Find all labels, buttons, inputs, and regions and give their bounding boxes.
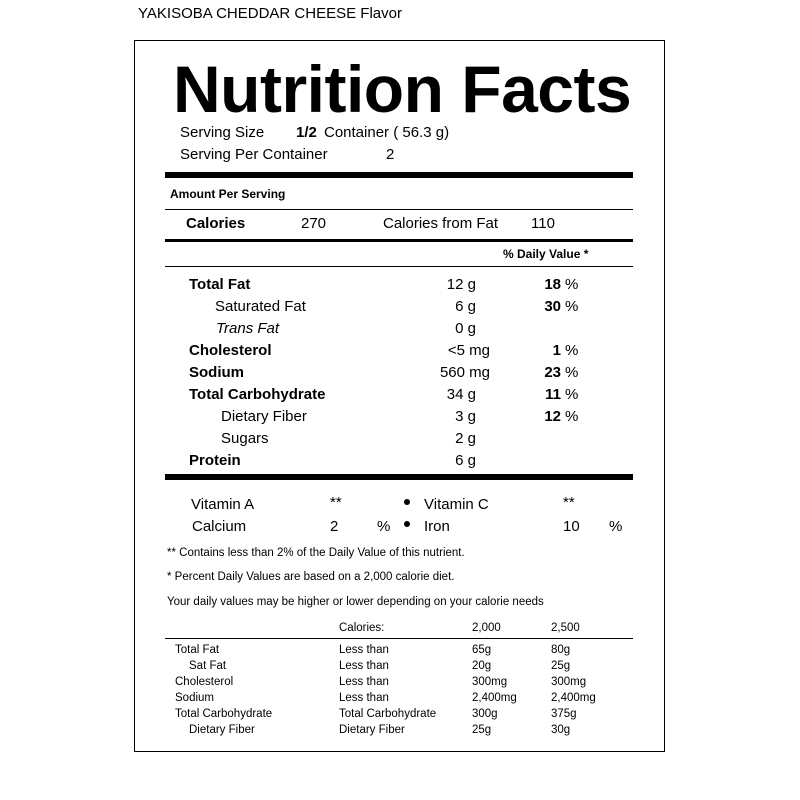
vitamin-c-label: Vitamin C xyxy=(424,496,489,513)
reference-value-2000: 65g xyxy=(472,644,492,656)
reference-qualifier: Dietary Fiber xyxy=(339,724,405,736)
reference-header-calories: Calories: xyxy=(339,622,385,634)
nutrient-name: Total Carbohydrate xyxy=(189,386,326,403)
reference-nutrient: Total Carbohydrate xyxy=(175,708,273,720)
calcium-value: 2 xyxy=(330,518,339,535)
reference-value-2000: 300g xyxy=(472,708,498,720)
amount-per-serving: Amount Per Serving xyxy=(170,187,286,201)
nutrient-daily-value: 12 xyxy=(544,408,561,425)
reference-nutrient: Total Fat xyxy=(175,644,220,656)
nutrient-percent-sign: % xyxy=(565,298,579,315)
serving-size-amount: 1/2 xyxy=(296,124,317,141)
nutrient-amount: 0 g xyxy=(455,320,476,337)
iron-percent-sign: % xyxy=(609,518,623,535)
bullet-icon xyxy=(404,499,410,505)
reference-value-2500: 375g xyxy=(551,708,577,720)
nutrient-amount: 3 g xyxy=(455,408,476,425)
calcium-label: Calcium xyxy=(192,518,247,535)
reference-value-2000: 300mg xyxy=(472,676,508,688)
vitamin-a-value: ** xyxy=(330,494,342,511)
bullet-icon xyxy=(404,521,410,527)
footnote: * Percent Daily Values are based on a 2,000 calorie diet. xyxy=(167,571,455,583)
reference-header-2500: 2,500 xyxy=(551,622,580,634)
reference-nutrient: Cholesterol xyxy=(175,676,234,688)
divider-thin xyxy=(165,638,633,639)
nutrient-percent-sign: % xyxy=(565,408,579,425)
reference-value-2500: 30g xyxy=(551,724,571,736)
nutrient-name: Total Fat xyxy=(189,276,251,293)
nutrient-name: Sodium xyxy=(189,364,244,381)
reference-value-2500: 25g xyxy=(551,660,571,672)
reference-nutrient: Sat Fat xyxy=(189,660,227,672)
divider-medium xyxy=(165,239,633,242)
reference-value-2500: 300mg xyxy=(551,676,587,688)
nutrient-amount: 34 g xyxy=(446,386,476,403)
vitamin-c-value: ** xyxy=(563,494,575,511)
reference-value-2000: 20g xyxy=(472,660,492,672)
nutrient-amount: 6 g xyxy=(455,452,476,469)
nutrient-name: Protein xyxy=(189,452,241,469)
serving-size-label: Serving Size xyxy=(180,124,265,141)
nutrient-amount: 560 mg xyxy=(439,364,490,381)
divider-thin xyxy=(165,266,633,267)
nutrient-name: Trans Fat xyxy=(216,320,280,337)
nutrient-daily-value: 11 xyxy=(545,386,561,403)
servings-per-container-label: Serving Per Container xyxy=(180,146,328,163)
nutrient-name: Cholesterol xyxy=(189,342,272,359)
nutrition-facts-panel xyxy=(134,40,665,752)
nutrient-name: Dietary Fiber xyxy=(221,408,307,425)
footnote: ** Contains less than 2% of the Daily Value of this nutrient. xyxy=(167,547,465,559)
reference-header-2000: 2,000 xyxy=(472,622,501,634)
reference-nutrient: Dietary Fiber xyxy=(189,724,255,736)
nutrient-name: Saturated Fat xyxy=(215,298,306,315)
calories-from-fat-value: 110 xyxy=(531,215,555,232)
reference-value-2000: 2,400mg xyxy=(472,692,517,704)
servings-per-container-value: 2 xyxy=(386,146,395,163)
nutrient-amount: 12 g xyxy=(446,276,476,293)
reference-qualifier: Less than xyxy=(339,644,389,656)
nutrient-daily-value: 18 xyxy=(544,276,561,293)
serving-size-unit: Container ( 56.3 g) xyxy=(324,124,450,141)
reference-value-2500: 80g xyxy=(551,644,571,656)
nutrient-amount: 6 g xyxy=(455,298,476,315)
calories-value: 270 xyxy=(301,215,327,232)
nutrition-facts-title: Nutrition Facts xyxy=(173,52,632,126)
nutrient-daily-value: 1 xyxy=(552,342,561,359)
divider-thick xyxy=(165,172,633,178)
reference-qualifier: Less than xyxy=(339,660,389,672)
calcium-percent-sign: % xyxy=(377,518,391,535)
vitamin-a-label: Vitamin A xyxy=(191,496,255,513)
divider-thin xyxy=(165,209,633,210)
calories-from-fat-label: Calories from Fat xyxy=(383,215,499,232)
reference-value-2500: 2,400mg xyxy=(551,692,596,704)
calories-label: Calories xyxy=(186,215,246,232)
daily-value-header: % Daily Value * xyxy=(503,247,589,261)
divider-thick xyxy=(165,474,633,480)
nutrient-name: Sugars xyxy=(221,430,269,447)
nutrient-amount: 2 g xyxy=(455,430,476,447)
footnote: Your daily values may be higher or lower depending on your calorie needs xyxy=(167,596,544,608)
iron-label: Iron xyxy=(424,518,450,535)
nutrient-percent-sign: % xyxy=(565,276,579,293)
nutrient-daily-value: 30 xyxy=(544,298,561,315)
nutrient-daily-value: 23 xyxy=(544,364,561,381)
reference-value-2000: 25g xyxy=(472,724,492,736)
reference-qualifier: Less than xyxy=(339,692,389,704)
nutrient-percent-sign: % xyxy=(565,386,579,403)
nutrient-percent-sign: % xyxy=(565,364,579,381)
reference-nutrient: Sodium xyxy=(175,692,214,704)
iron-value: 10 xyxy=(563,518,580,535)
product-name: YAKISOBA CHEDDAR CHEESE Flavor xyxy=(138,5,402,22)
nutrient-percent-sign: % xyxy=(565,342,579,359)
nutrient-amount: <5 mg xyxy=(447,342,490,359)
reference-qualifier: Less than xyxy=(339,676,389,688)
reference-qualifier: Total Carbohydrate xyxy=(339,708,437,720)
